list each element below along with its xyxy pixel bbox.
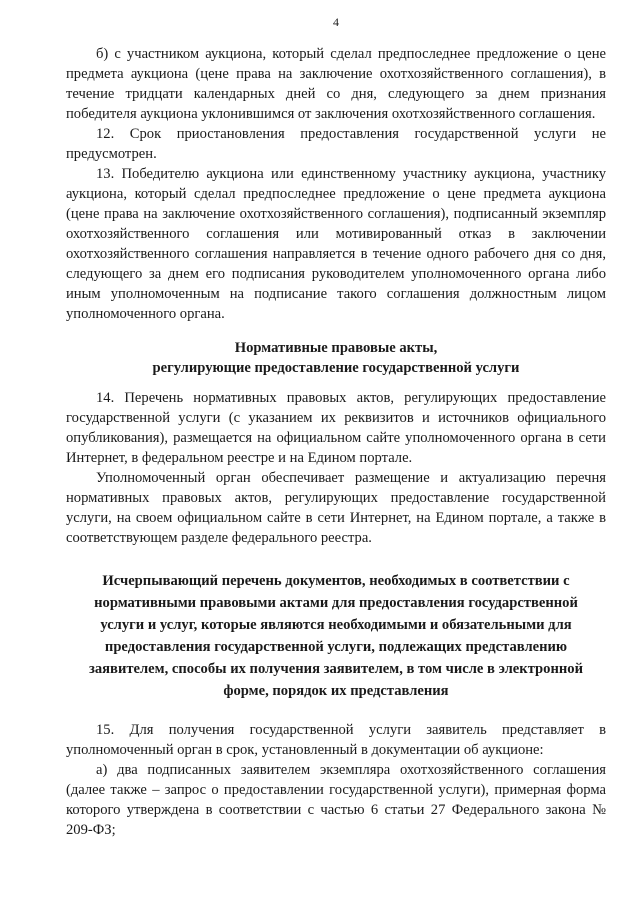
paragraph-authorized-body: Уполномоченный орган обеспечивает размещение и актуализацию перечня нормативных правовых актов, регулирующих предоставление государственной услуги, на своем официальном сайте в сети Интернет, на Едином портале, а также в соответствующем разделе федерального реестра.	[66, 470, 606, 546]
heading-line: услуги и услуг, которые являются необходимыми и обязательными для	[100, 617, 572, 633]
heading-line: Исчерпывающий перечень документов, необходимых в соответствии с	[102, 573, 570, 589]
page-number: 4	[333, 15, 339, 29]
section-heading-documents	[66, 570, 606, 702]
paragraph-a: а) два подписанных заявителем экземпляра охотхозяйственного соглашения (далее также – запрос о предоставлении государственной услуги), примерная форма которого утверждена в соответствии с частью 6 статьи 27 Федерального закона № 209-ФЗ;	[66, 762, 606, 838]
paragraph-b: б) с участником аукциона, который сделал предпоследнее предложение о цене предмета аукциона (цене права на заключение охотхозяйственного соглашения), в течение тридцати календарных дней со дня, следующего за днем признания победителя аукциона уклонившимся от заключения охотхозяйственного соглашения.	[66, 46, 606, 122]
heading-line: нормативными правовыми актами для предоставления государственной	[94, 595, 578, 611]
paragraph-12: 12. Срок приостановления предоставления государственной услуги не предусмотрен.	[66, 126, 606, 162]
heading-line: Нормативные правовые акты,	[234, 340, 438, 356]
paragraph-15: 15. Для получения государственной услуги заявитель представляет в уполномоченный орган в срок, установленный в документации об аукционе:	[66, 722, 606, 758]
heading-line: форме, порядок их представления	[223, 683, 449, 699]
heading-line: предоставления государственной услуги, подлежащих представлению	[104, 639, 568, 655]
heading-line: заявителем, способы их получения заявителем, в том числе в электронной	[89, 661, 583, 677]
heading-line: регулирующие предоставление государственной услуги	[152, 360, 520, 376]
paragraph-13: 13. Победителю аукциона или единственному участнику аукциона, участнику аукциона, который сделал предпоследнее предложение о цене предмета аукциона (цене права на заключение охотхозяйственного соглашения), подписанный экземпляр охотхозяйственного соглашения или мотивированный отказ в заключении охотхозяйственного соглашения направляется в течение одного рабочего дня со дня, следующего за днем его подписания руководителем уполномоченного органа либо иным уполномоченным на подписание такого соглашения должностным лицом уполномоченного органа.	[66, 166, 606, 322]
paragraph-14: 14. Перечень нормативных правовых актов, регулирующих предоставление государственной услуги (с указанием их реквизитов и источников официального опубликования), размещается на официальном сайте уполномоченного органа в сети Интернет, в федеральном реестре и на Едином портале.	[66, 390, 606, 466]
section-heading-legal-acts	[66, 338, 606, 378]
